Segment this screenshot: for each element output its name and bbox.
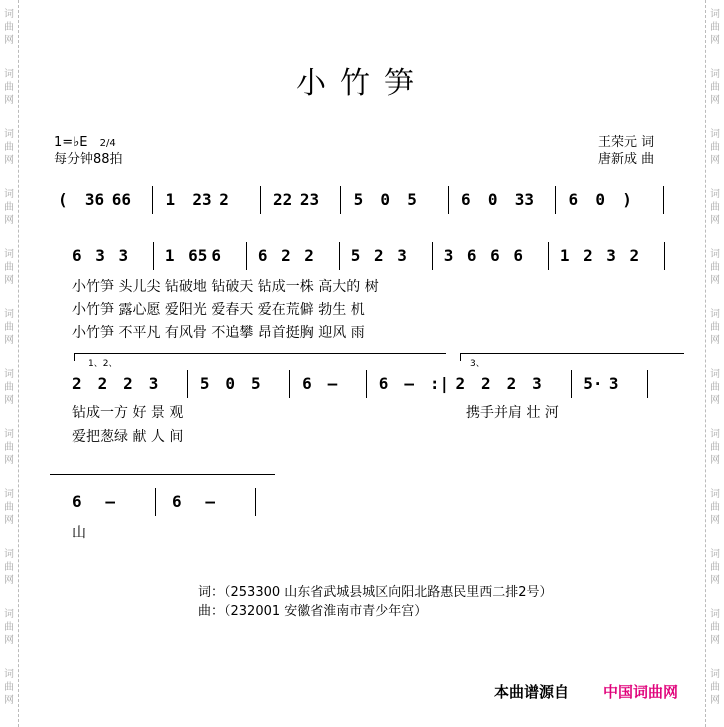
bar-line xyxy=(548,242,549,270)
composer-credit: 唐新成 曲 xyxy=(598,152,655,167)
lyricist-credit: 王荣元 词 xyxy=(598,135,655,150)
score-note: – xyxy=(327,374,338,393)
key-signature xyxy=(54,134,116,152)
bar-line xyxy=(153,242,154,270)
lyricist-address: 词：（253300 山东省武城县城区向阳北路惠民里西二排2号） xyxy=(198,585,553,600)
watermark-mark: 词 曲 网 xyxy=(710,189,720,226)
score-note: 2 xyxy=(481,374,491,393)
score-note: 5· xyxy=(583,374,603,393)
score-note: – xyxy=(105,492,115,511)
score-note: 22 xyxy=(272,190,293,209)
bar-line xyxy=(366,370,367,398)
score-note: 6 xyxy=(490,246,500,265)
watermark-mark: 词 曲 网 xyxy=(4,669,14,706)
bar-line xyxy=(571,370,572,398)
score-note: 36 xyxy=(84,190,105,209)
watermark-mark: 词 曲 网 xyxy=(710,669,720,706)
bar-line xyxy=(155,488,156,516)
bar-line xyxy=(340,186,341,214)
watermark-mark: 词 曲 网 xyxy=(4,9,14,46)
score-note: 33 xyxy=(514,190,535,209)
lyric-line-5: 爱把葱绿 献 人 间 xyxy=(72,429,184,445)
score-note: 2 xyxy=(304,246,314,265)
time-signature: 2/4 xyxy=(99,138,116,149)
tie-arc xyxy=(50,474,275,475)
score-note: – xyxy=(205,492,215,511)
score-note: 2 xyxy=(629,246,640,265)
tempo: 每分钟88拍 xyxy=(54,152,123,167)
score-note: 6 xyxy=(466,246,477,265)
score-note: 2 xyxy=(506,374,517,393)
watermark-mark: 词 曲 网 xyxy=(710,129,720,166)
volta-1-2-label: 1、2、 xyxy=(88,359,118,369)
watermark-mark: 词 曲 网 xyxy=(4,129,14,166)
watermark-mark: 词 曲 网 xyxy=(710,249,720,286)
watermark-mark: 词 曲 网 xyxy=(4,549,14,586)
bar-line xyxy=(555,186,556,214)
score-note: ) xyxy=(622,190,632,209)
watermark-mark: 词 曲 网 xyxy=(710,549,720,586)
watermark-mark: 词 曲 网 xyxy=(4,249,14,286)
watermark-mark: 词 曲 网 xyxy=(710,9,720,46)
watermark-mark: 词 曲 网 xyxy=(710,369,720,406)
score-note: – xyxy=(404,374,414,393)
score-note: 6 xyxy=(378,374,389,393)
score-note: 5 xyxy=(250,374,261,393)
bar-line xyxy=(255,488,256,516)
score-note: 3 xyxy=(606,246,616,265)
bar-line xyxy=(663,186,664,214)
watermark-mark: 词 曲 网 xyxy=(710,489,720,526)
lyric-verse-3: 小竹笋 不平凡 有风骨 不追攀 昂首挺胸 迎风 雨 xyxy=(72,325,365,341)
lyric-line-6: 山 xyxy=(72,525,86,541)
bar-line xyxy=(448,186,449,214)
score-note: 23 xyxy=(299,190,320,209)
score-note: 5 xyxy=(353,190,364,209)
score-note: 0 xyxy=(595,190,606,209)
score-note: 23 xyxy=(192,190,212,209)
song-title: 小竹笋 xyxy=(296,66,428,101)
bar-line xyxy=(432,242,433,270)
score-note: 2 xyxy=(281,246,291,265)
score-note: 0 xyxy=(487,190,498,209)
bar-line xyxy=(664,242,665,270)
score-note: 6 xyxy=(257,246,268,265)
score-note: 0 xyxy=(225,374,236,393)
bar-line xyxy=(260,186,261,214)
score-note: 6 xyxy=(568,190,579,209)
score-note: 2 xyxy=(97,374,108,393)
score-note: 3 xyxy=(95,246,105,265)
volta-3-line xyxy=(460,353,684,354)
volta-1-2-hook xyxy=(74,353,75,361)
score-note: 6 xyxy=(302,374,312,393)
bar-line xyxy=(187,370,188,398)
watermark-mark: 词 曲 网 xyxy=(4,369,14,406)
bar-line xyxy=(339,242,340,270)
score-note: 6 xyxy=(72,492,82,511)
score-note: ( xyxy=(58,190,68,209)
watermark-mark: 词 曲 网 xyxy=(4,429,14,466)
score-note: 65 xyxy=(188,246,208,265)
bar-line xyxy=(289,370,290,398)
watermark-mark: 词 曲 网 xyxy=(710,309,720,346)
score-note: 2 xyxy=(455,374,466,393)
score-note: 2 xyxy=(374,246,384,265)
bar-line xyxy=(647,370,648,398)
score-note: 3 xyxy=(532,374,542,393)
score-note: 3 xyxy=(148,374,159,393)
volta-1-2-line xyxy=(74,353,446,354)
watermark-mark: 词 曲 网 xyxy=(4,309,14,346)
lyric-line-4a: 钻成一方 好 景 观 xyxy=(72,405,184,421)
score-note: 5 xyxy=(407,190,417,209)
score-note: 2 xyxy=(219,190,229,209)
watermark-mark: 词 曲 网 xyxy=(710,609,720,646)
source-label: 本曲谱源自 xyxy=(494,683,570,701)
lyric-verse-1: 小竹笋 头儿尖 钻破地 钻破天 钻成一株 高大的 树 xyxy=(72,279,379,295)
score-note: 1 xyxy=(165,190,176,209)
score-note: 0 xyxy=(380,190,391,209)
bar-line xyxy=(152,186,153,214)
watermark-mark: 词 曲 网 xyxy=(710,69,720,106)
score-note: 6 xyxy=(513,246,524,265)
score-note: 66 xyxy=(111,190,131,209)
score-note: 6 xyxy=(461,190,471,209)
score-note: 6 xyxy=(72,246,82,265)
key: 1=♭E xyxy=(54,135,88,150)
source-site-link[interactable]: 中国词曲网 xyxy=(603,683,679,701)
score-note: 1 xyxy=(559,246,570,265)
volta-3-hook xyxy=(460,353,461,361)
score-note: 5 xyxy=(350,246,361,265)
score-note: 5 xyxy=(199,374,210,393)
score-note: 2 xyxy=(72,374,82,393)
lyric-verse-2: 小竹笋 露心愿 爱阳光 爱春天 爱在荒僻 勃生 机 xyxy=(72,302,365,318)
score-note: 3 xyxy=(443,246,454,265)
score-note: 3 xyxy=(397,246,407,265)
score-note: 2 xyxy=(123,374,133,393)
right-watermark-strip xyxy=(705,0,724,727)
left-watermark-strip xyxy=(0,0,19,727)
score-note: 6 xyxy=(172,492,182,511)
watermark-mark: 词 曲 网 xyxy=(4,69,14,106)
watermark-mark: 词 曲 网 xyxy=(4,189,14,226)
watermark-mark: 词 曲 网 xyxy=(4,609,14,646)
score-note: 3 xyxy=(608,374,619,393)
lyric-line-4b: 携手并肩 壮 河 xyxy=(466,405,559,421)
score-note: :| xyxy=(429,374,450,393)
watermark-mark: 词 曲 网 xyxy=(710,429,720,466)
score-note: 3 xyxy=(118,246,129,265)
bar-line xyxy=(246,242,247,270)
composer-address: 曲：（232001 安徽省淮南市青少年宫） xyxy=(198,604,428,619)
volta-3-label: 3、 xyxy=(470,359,485,369)
watermark-mark: 词 曲 网 xyxy=(4,489,14,526)
score-note: 1 xyxy=(164,246,175,265)
score-note: 2 xyxy=(583,246,593,265)
score-note: 6 xyxy=(211,246,222,265)
